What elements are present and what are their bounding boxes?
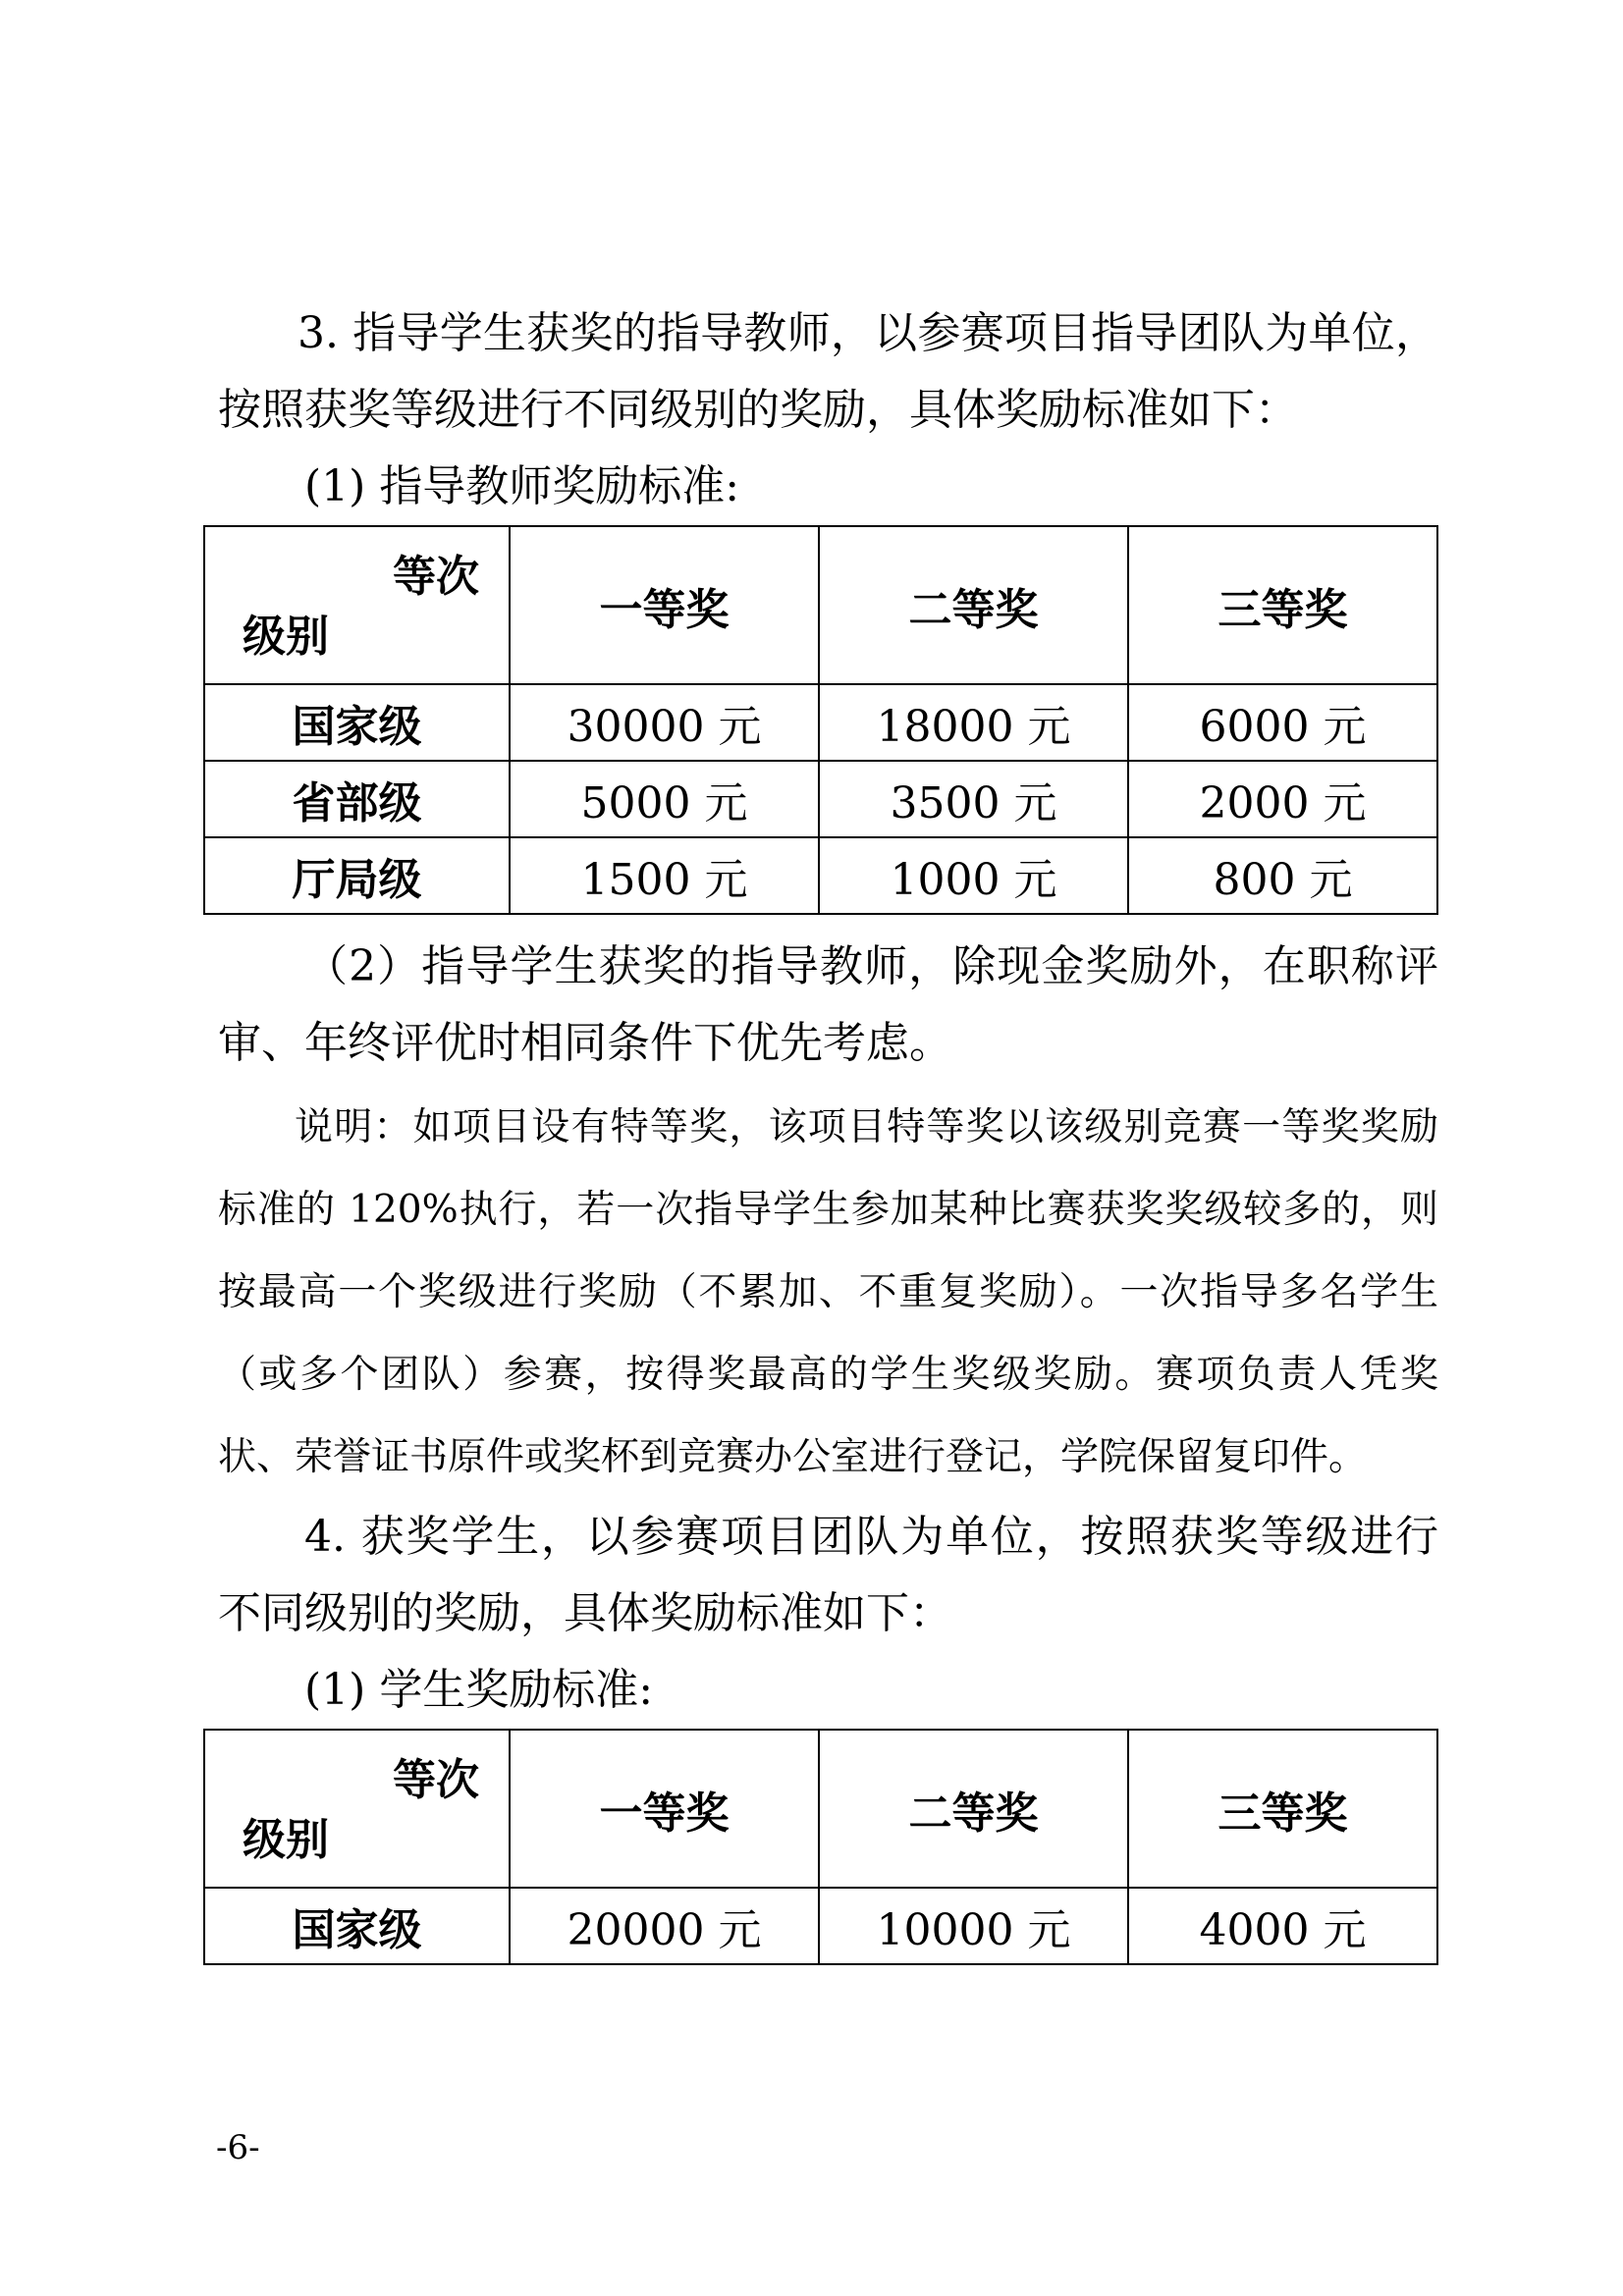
award-amount: 1000 元 <box>819 837 1128 914</box>
award-amount: 5000 元 <box>510 761 819 837</box>
paragraph-student-award-intro: 4. 获奖学生，以参赛项目团队为单位，按照获奖等级进行不同级别的奖励，具体奖励标准如下： <box>218 1512 1438 1638</box>
award-amount: 30000 元 <box>510 684 819 761</box>
row-level-label: 国家级 <box>204 1888 510 1964</box>
award-amount: 18000 元 <box>819 684 1128 761</box>
award-amount: 20000 元 <box>510 1888 819 1964</box>
award-amount: 1500 元 <box>510 837 819 914</box>
corner-label-level: 级别 <box>243 1815 329 1865</box>
student-award-table-caption: (1) 学生奖励标准: <box>304 1665 654 1715</box>
teacher-award-table-caption: (1) 指导教师奖励标准: <box>304 461 740 511</box>
page-content <box>218 295 1438 1965</box>
column-header-second-prize: 二等奖 <box>819 1730 1128 1888</box>
column-header-second-prize: 二等奖 <box>819 526 1128 684</box>
award-amount: 800 元 <box>1128 837 1437 914</box>
student-award-table <box>203 1729 1438 1965</box>
row-level-label: 厅局级 <box>204 837 510 914</box>
column-header-first-prize: 一等奖 <box>510 1730 819 1888</box>
teacher-table-row-provincial <box>204 761 1437 837</box>
award-amount: 10000 元 <box>819 1888 1128 1964</box>
paragraph-teacher-award-intro: 3. 指导学生获奖的指导教师，以参赛项目指导团队为单位，按照获奖等级进行不同级别的奖励，具体奖励标准如下： <box>218 308 1438 435</box>
paragraph-explanation-note: 说明：如项目设有特等奖，该项目特等奖以该级别竞赛一等奖奖励标准的 120%执行，若一次指导学生参加某种比赛获奖奖级较多的，则按最高一个奖级进行奖励（不累加、不重复奖励）。一次指导多名学生（或多个团队）参赛，按得奖最高的学生奖级奖励。赛项负责人凭奖状、荣誉证书原件或奖杯到竞赛办公室进行登记，学院保留复印件。 <box>218 1105 1438 1479</box>
student-table-header-row <box>204 1730 1437 1888</box>
student-table-row-national <box>204 1888 1437 1964</box>
corner-label-level: 级别 <box>243 612 329 662</box>
teacher-table-row-departmental <box>204 837 1437 914</box>
award-amount: 3500 元 <box>819 761 1128 837</box>
paragraph-teacher-award-extra: （2）指导学生获奖的指导教师，除现金奖励外，在职称评审、年终评优时相同条件下优先考虑。 <box>218 941 1438 1068</box>
row-level-label: 国家级 <box>204 684 510 761</box>
student-table-corner-cell <box>204 1730 510 1888</box>
teacher-table-corner-cell <box>204 526 510 684</box>
corner-label-grade: 等次 <box>393 1755 479 1805</box>
award-amount: 4000 元 <box>1128 1888 1437 1964</box>
award-amount: 2000 元 <box>1128 761 1437 837</box>
teacher-table-header-row <box>204 526 1437 684</box>
page-number: -6- <box>216 2128 260 2167</box>
row-level-label: 省部级 <box>204 761 510 837</box>
column-header-third-prize: 三等奖 <box>1128 526 1437 684</box>
corner-label-grade: 等次 <box>393 552 479 602</box>
teacher-award-table <box>203 525 1438 915</box>
column-header-first-prize: 一等奖 <box>510 526 819 684</box>
award-amount: 6000 元 <box>1128 684 1437 761</box>
teacher-table-row-national <box>204 684 1437 761</box>
column-header-third-prize: 三等奖 <box>1128 1730 1437 1888</box>
